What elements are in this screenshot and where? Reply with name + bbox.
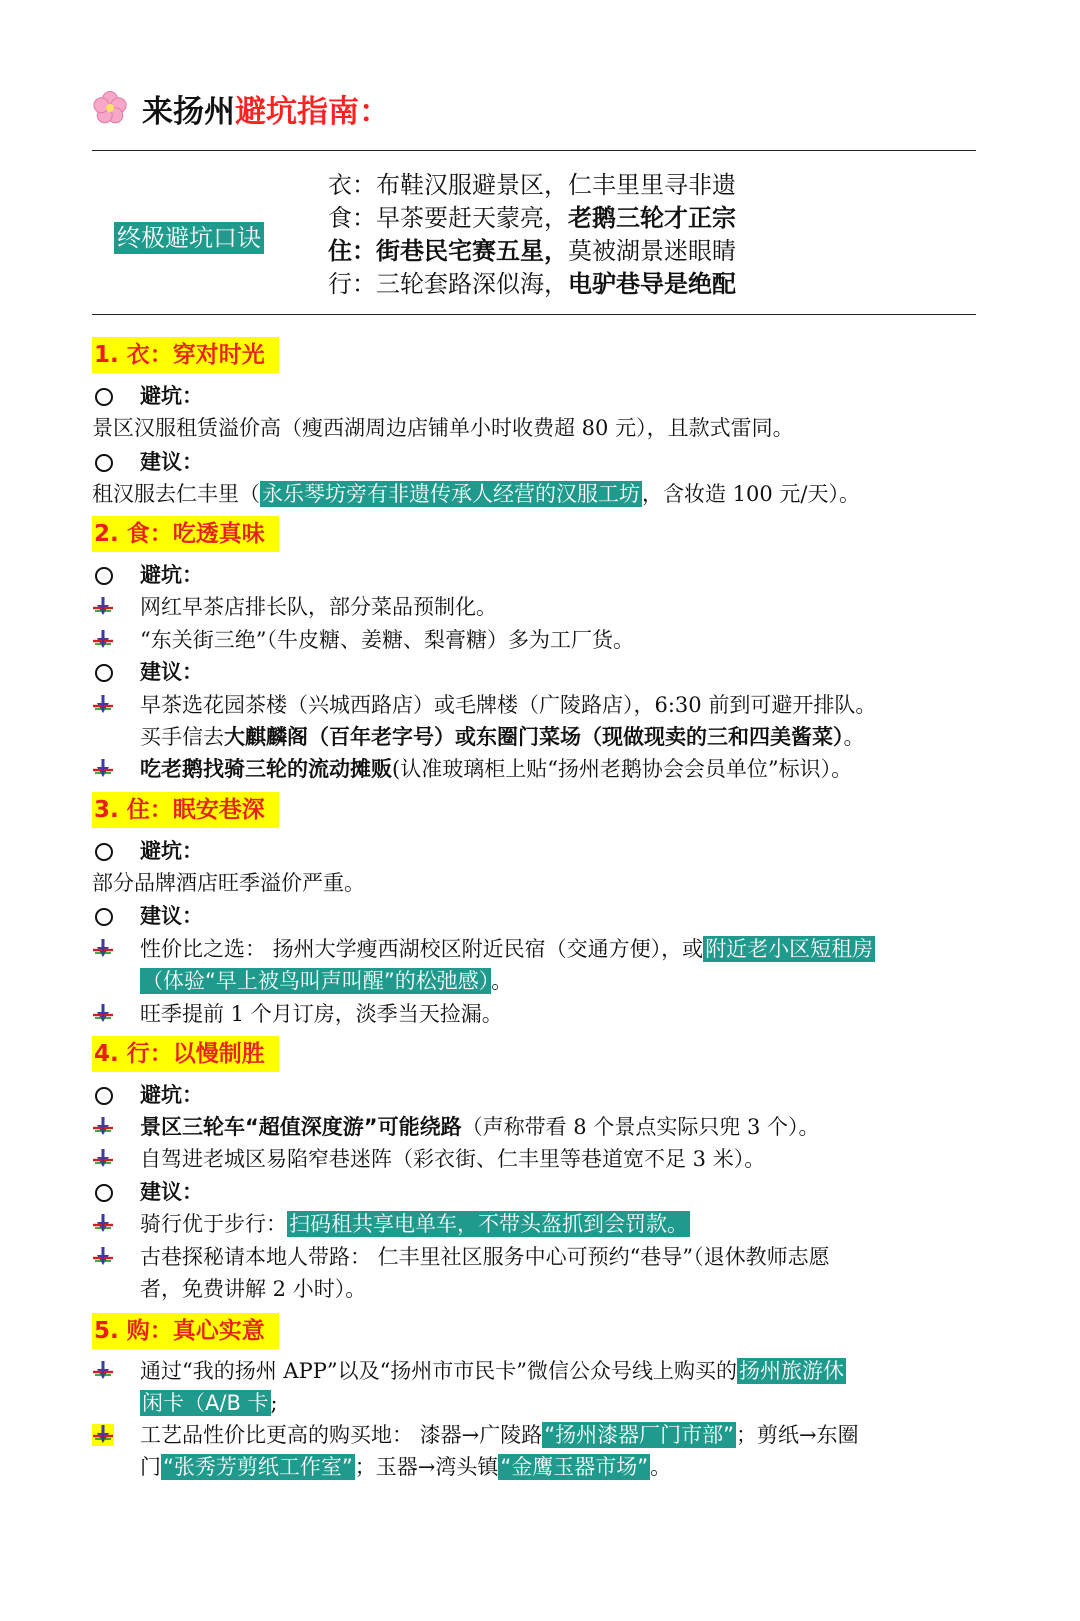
suggest-label: 建议： xyxy=(140,904,203,928)
down-arrow-bullet-icon xyxy=(92,1246,114,1268)
list-item-continued xyxy=(140,721,865,754)
page-title xyxy=(92,80,390,136)
suggest-label: 建议： xyxy=(140,1180,203,1204)
circle-bullet-icon xyxy=(95,908,113,926)
highlight-text: 永乐琴坊旁有非遗传承人经营的汉服工坊 xyxy=(262,482,640,506)
down-arrow-bullet-icon xyxy=(92,629,114,651)
motto-bold: 住：街巷民宅赛五星， xyxy=(328,237,568,265)
highlight-text: “张秀芳剪纸工作室” xyxy=(163,1455,353,1479)
motto-bold: 老鹅三轮才正宗 xyxy=(568,204,736,232)
down-arrow-bullet-icon xyxy=(92,1360,114,1382)
section-heading-shopping: 5. 购：真心实意 xyxy=(92,1313,279,1349)
motto-line-2 xyxy=(328,201,736,235)
down-arrow-bullet-icon xyxy=(92,938,114,960)
text: 租汉服去仁丰里（ xyxy=(92,482,260,506)
list-item xyxy=(140,1419,859,1452)
section-heading-clothing: 1. 衣：穿对时光 xyxy=(92,337,279,373)
list-item: 网红早茶店排长队，部分菜品预制化。 xyxy=(140,595,497,619)
list-item xyxy=(140,753,852,786)
text: 。 xyxy=(843,725,865,749)
down-arrow-bullet-icon xyxy=(92,1213,114,1235)
motto-text: 衣：布鞋汉服避景区，仁丰里里寻非遗 xyxy=(328,171,736,199)
avoid-label: 避坑： xyxy=(140,839,203,863)
section-heading-food: 2. 食：吃透真味 xyxy=(92,516,279,552)
bold-text: 大麒麟阁（百年老字号）或东圈门菜场（现做现卖的三和四美酱菜） xyxy=(224,725,844,749)
list-item: 旺季提前 1 个月订房，淡季当天捡漏。 xyxy=(140,1002,503,1026)
text: （声称带看 8 个景点实际只兜 3 个）。 xyxy=(461,1115,820,1139)
list-item: 古巷探秘请本地人带路： 仁丰里社区服务中心可预约“巷导”（退休教师志愿 xyxy=(140,1245,830,1269)
suggest-label: 建议： xyxy=(140,450,203,474)
title-prefix: 来扬州 xyxy=(142,93,235,130)
bold-text: 景区三轮车“超值深度游”可能绕路 xyxy=(140,1115,462,1139)
motto-text: 莫被湖景迷眼睛 xyxy=(568,237,736,265)
highlight-text: 闲卡（A/B 卡 xyxy=(142,1391,269,1415)
text: ; xyxy=(270,1391,278,1415)
list-item: “东关街三绝”（牛皮糖、姜糖、梨膏糖）多为工厂货。 xyxy=(140,628,634,652)
list-item xyxy=(140,1111,820,1144)
avoid-label: 避坑： xyxy=(140,563,203,587)
bold-text: 吃老鹅找骑三轮的流动摊贩 xyxy=(140,757,392,781)
highlight-text: “扬州漆器厂门市部” xyxy=(544,1423,735,1447)
text: 性价比之选： 扬州大学瘦西湖校区附近民宿（交通方便），或 xyxy=(140,937,704,961)
highlight-text: 附近老小区短租房 xyxy=(705,937,874,961)
highlight-text: 扬州旅游休 xyxy=(739,1359,845,1383)
down-arrow-bullet-icon xyxy=(92,596,114,618)
text: 。 xyxy=(650,1455,672,1479)
text: (认准玻璃柜上贴“扬州老鹅协会会员单位”标识）。 xyxy=(392,757,853,781)
circle-bullet-icon xyxy=(95,1184,113,1202)
avoid-label: 避坑： xyxy=(140,1083,203,1107)
motto-text: 食：早茶要赶天蒙亮， xyxy=(328,204,568,232)
list-item: 自驾进老城区易陷窄巷迷阵（彩衣街、仁丰里等巷道宽不足 3 米）。 xyxy=(140,1147,766,1171)
down-arrow-bullet-icon xyxy=(92,1148,114,1170)
list-item xyxy=(140,1355,846,1388)
list-item-continued xyxy=(140,1451,671,1484)
highlight-text: （体验“早上被鸟叫声叫醒”的松弛感） xyxy=(142,969,490,993)
text: 买手信去 xyxy=(140,725,224,749)
text: 门 xyxy=(140,1455,161,1479)
motto-line-1 xyxy=(328,168,736,202)
circle-bullet-icon xyxy=(95,1087,113,1105)
text: 骑行优于步行： xyxy=(140,1212,287,1236)
down-arrow-bullet-icon xyxy=(92,758,114,780)
text: ；玉器→湾头镇 xyxy=(354,1455,499,1479)
divider-top xyxy=(92,150,976,151)
circle-bullet-icon xyxy=(95,388,113,406)
motto-label: 终极避坑口诀 xyxy=(114,222,264,254)
text: 工艺品性价比更高的购买地： 漆器→广陵路 xyxy=(140,1423,543,1447)
circle-bullet-icon xyxy=(95,454,113,472)
avoid-label: 避坑： xyxy=(140,384,203,408)
circle-bullet-icon xyxy=(95,843,113,861)
motto-text: 行：三轮套路深似海， xyxy=(328,270,568,298)
section-heading-transport: 4. 行：以慢制胜 xyxy=(92,1036,279,1072)
down-arrow-bullet-icon xyxy=(92,694,114,716)
down-arrow-bullet-icon xyxy=(92,1424,114,1446)
suggest-label: 建议： xyxy=(140,660,203,684)
title-highlight: 避坑指南： xyxy=(235,93,390,130)
circle-bullet-icon xyxy=(95,664,113,682)
suggest-text xyxy=(92,478,860,511)
text: ，含妆造 100 元/天）。 xyxy=(642,482,861,506)
divider-bottom xyxy=(92,314,976,315)
cherry-blossom-icon xyxy=(92,90,128,126)
text: 通过“我的扬州 APP”以及“扬州市市民卡”微信公众号线上购买的 xyxy=(140,1359,738,1383)
list-item-continued xyxy=(140,965,512,998)
down-arrow-bullet-icon xyxy=(92,1003,114,1025)
motto-line-3 xyxy=(328,234,736,268)
list-item-continued: 者，免费讲解 2 小时）。 xyxy=(140,1277,367,1301)
motto-line-4 xyxy=(328,267,736,301)
avoid-text: 部分品牌酒店旺季溢价严重。 xyxy=(92,871,365,895)
section-heading-lodging: 3. 住：眠安巷深 xyxy=(92,792,279,828)
list-item: 早茶选花园茶楼（兴城西路店）或毛牌楼（广陵路店），6:30 前到可避开排队。 xyxy=(140,693,877,717)
list-item xyxy=(140,1208,690,1241)
motto-bold: 电驴巷导是绝配 xyxy=(568,270,736,298)
down-arrow-bullet-icon xyxy=(92,1116,114,1138)
highlight-text: “金鹰玉器市场” xyxy=(500,1455,649,1479)
text: 。 xyxy=(491,969,513,993)
list-item-continued xyxy=(140,1387,278,1420)
text: ；剪纸→东圈 xyxy=(736,1423,859,1447)
circle-bullet-icon xyxy=(95,567,113,585)
avoid-text: 景区汉服租赁溢价高（瘦西湖周边店铺单小时收费超 80 元），且款式雷同。 xyxy=(92,416,794,440)
list-item xyxy=(140,933,875,966)
highlight-text: 扫码租共享电单车，不带头盔抓到会罚款。 xyxy=(289,1212,688,1236)
